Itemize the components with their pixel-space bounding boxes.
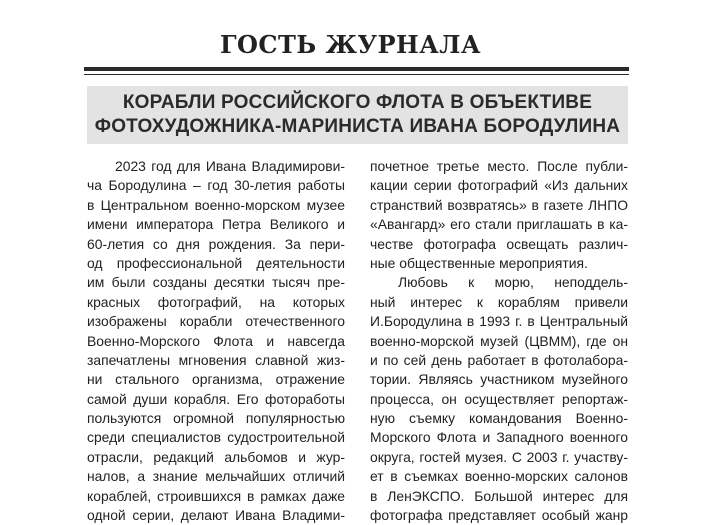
title-rule-thick: [84, 67, 629, 71]
text-line: среди специалистов судостроительной: [87, 429, 345, 446]
text-line: пользуются огромной популярностью: [87, 410, 345, 427]
text-line: ни стального организма, отражение: [87, 371, 345, 388]
text-line: Любовь к морю, неподдель-: [398, 274, 628, 291]
text-line: почетное третье место. После публи-: [370, 158, 628, 174]
text-line: од профессиональной деятельности: [87, 254, 345, 271]
text-line: имени императора Петра Великого и: [87, 216, 345, 233]
section-title: ГОСТЬ ЖУРНАЛА: [219, 30, 482, 59]
text-line: им были созданы десятки тысяч пре-: [87, 274, 345, 291]
text-line: ные общественные мероприятия.: [370, 254, 588, 271]
text-line: одной серии, делают Ивана Владими-: [87, 507, 345, 524]
text-line: запечатлены мгновения славной жиз-: [87, 351, 345, 368]
article-column-left: [87, 157, 345, 525]
text-line: в Центральном военно-морском музее: [87, 196, 345, 213]
text-line: Военно-Морского Флота и навсегда: [87, 332, 345, 349]
text-line: налов, а знание мельчайших отличий: [87, 468, 345, 485]
text-line: ный интерес к кораблям привели: [370, 293, 628, 310]
text-line: 2023 год для Ивана Владимирови-: [115, 158, 345, 174]
text-line: изображены корабли отечественного: [87, 313, 345, 330]
headline-line-1: КОРАБЛИ РОССИЙСКОГО ФЛОТА В ОБЪЕКТИВЕ: [122, 92, 593, 113]
text-line: кации серии фотографий «Из дальних: [370, 177, 628, 194]
text-line: странствий возвратясь» в газете ЛНПО: [370, 196, 628, 213]
title-rule-thin: [84, 74, 629, 75]
text-line: отрасли, редакций альбомов и жур-: [87, 448, 345, 465]
text-line: в ЛенЭКСПО. Большой интерес для: [370, 487, 628, 504]
text-line: военно-морской музей (ЦВММ), где он: [370, 332, 628, 349]
text-line: процесса, он осуществляет репортаж-: [370, 390, 628, 407]
text-line: Морского Флота и Западного военного: [370, 429, 628, 446]
article-headline: [87, 86, 628, 144]
text-line: И.Бородулина в 1993 г. в Центральный: [370, 313, 628, 330]
text-line: фотографа представляет особый жанр: [370, 507, 628, 524]
headline-line-2: ФОТОХУДОЖНИКА-МАРИНИСТА ИВАНА БОРОДУЛИНА: [94, 116, 621, 137]
text-line: кораблей, строившихся в рамках даже: [87, 487, 345, 504]
text-line: и по сей день работает в фотолабора-: [370, 351, 628, 368]
text-line: красных фотографий, на которых: [87, 293, 345, 310]
text-line: ную съемку командования Военно-: [370, 410, 628, 427]
text-line: округа, гостей музея. С 2003 г. участву-: [370, 448, 628, 465]
text-line: ет в съемках военно-морских салонов: [370, 468, 628, 485]
text-line: самой души корабля. Его фотоработы: [87, 390, 345, 407]
text-line: «Авангард» его стали приглашать в ка-: [370, 216, 628, 233]
article-column-right: [370, 157, 628, 525]
text-line: честве фотографа освещать различ-: [370, 235, 628, 252]
text-line: 60-летия со дня рождения. За пери-: [87, 235, 345, 252]
text-line: ча Бородулина – год 30-летия работы: [87, 177, 345, 194]
text-line: тории. Являясь участником музейного: [370, 371, 628, 388]
